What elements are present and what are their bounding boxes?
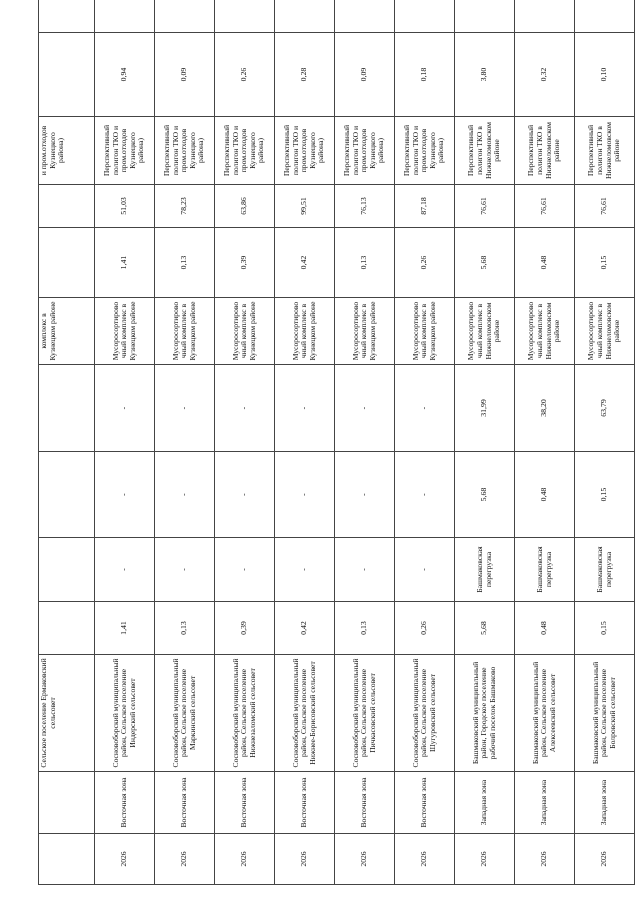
landfill-volume-cell: 0,09 bbox=[155, 33, 215, 117]
sorting-distance-cell: 78,23 bbox=[155, 185, 215, 228]
remainder-cell bbox=[155, 0, 215, 33]
table-row bbox=[455, 0, 515, 885]
zone-cell: Западная зона bbox=[575, 772, 635, 834]
transfer-station-cell: - bbox=[155, 538, 215, 602]
municipality-cell: Сосновоборский муниципальный район, Сельское поселение Шугуровский сельсовет bbox=[395, 655, 455, 772]
landfill-volume-cell: 0,09 bbox=[335, 33, 395, 117]
landfill-cell: Перспективный полигон ТКО и пром.отходов Кузнецкого района) bbox=[335, 117, 395, 185]
transfer-volume-cell: - bbox=[335, 452, 395, 538]
year-cell: 2026 bbox=[95, 834, 155, 885]
landfill-volume-cell bbox=[39, 33, 95, 117]
municipality-cell: Башмаковский муниципальный район, Сельское поселение Болровский сельсовет bbox=[575, 655, 635, 772]
sorting-complex-cell: Мусоросортировочный комплекс в Кузнецком районе bbox=[155, 298, 215, 365]
sorting-complex-cell: Мусоросортировочный комплекс в Нижнеломовском районе bbox=[575, 298, 635, 365]
sorting-volume-cell: 0,13 bbox=[335, 228, 395, 298]
transfer-volume-cell: - bbox=[275, 452, 335, 538]
volume-cell: 0,15 bbox=[575, 602, 635, 655]
transfer-distance-cell: 31,99 bbox=[455, 365, 515, 452]
transfer-volume-cell: 0,15 bbox=[575, 452, 635, 538]
sorting-distance-cell: 76,13 bbox=[335, 185, 395, 228]
volume-cell: 0,13 bbox=[335, 602, 395, 655]
year-cell: 2026 bbox=[395, 834, 455, 885]
sorting-volume-cell: 0,39 bbox=[215, 228, 275, 298]
remainder-cell bbox=[95, 0, 155, 33]
remainder-cell bbox=[575, 0, 635, 33]
municipality-cell: Сосновоборский муниципальный район, Сельское поселение Пичкасовский сельсовет bbox=[335, 655, 395, 772]
volume-cell: 0,48 bbox=[515, 602, 575, 655]
transfer-station-cell: - bbox=[215, 538, 275, 602]
zone-cell: Восточная зона bbox=[155, 772, 215, 834]
sorting-complex-cell: Мусоросортировочный комплекс в Кузнецком районе bbox=[275, 298, 335, 365]
landfill-volume-cell: 0,10 bbox=[575, 33, 635, 117]
zone-cell: Восточная зона bbox=[95, 772, 155, 834]
transfer-distance-cell: - bbox=[395, 365, 455, 452]
transfer-distance-cell: - bbox=[335, 365, 395, 452]
table-row bbox=[95, 0, 155, 885]
remainder-cell bbox=[515, 0, 575, 33]
transfer-distance-cell bbox=[39, 365, 95, 452]
transfer-station-cell: - bbox=[95, 538, 155, 602]
sorting-complex-cell: Мусоросортировочный комплекс в Нижнеломовском районе bbox=[455, 298, 515, 365]
table-row bbox=[575, 0, 635, 885]
year-cell: 2026 bbox=[335, 834, 395, 885]
sorting-distance-cell: 76,61 bbox=[575, 185, 635, 228]
sorting-complex-cell: Мусоросортировочный комплекс в Нижнеломовском районе bbox=[515, 298, 575, 365]
table-row bbox=[335, 0, 395, 885]
landfill-cell: Перспективный полигон ТКО и пром.отходов Кузнецкого района) bbox=[215, 117, 275, 185]
transfer-station-cell: Башмаковская перегрузка bbox=[575, 538, 635, 602]
landfill-volume-cell: 3,80 bbox=[455, 33, 515, 117]
landfill-cell: Перспективный полигон ТКО в Нижнеломовском районе bbox=[575, 117, 635, 185]
transfer-station-cell: - bbox=[335, 538, 395, 602]
municipality-cell: Сосновоборский муниципальный район, Сельское поселение Индерский сельсовет bbox=[95, 655, 155, 772]
table-row bbox=[395, 0, 455, 885]
remainder-cell bbox=[335, 0, 395, 33]
year-cell: 2026 bbox=[215, 834, 275, 885]
transfer-station-cell: Башмаковская перегрузка bbox=[515, 538, 575, 602]
sorting-distance-cell: 99,51 bbox=[275, 185, 335, 228]
year-cell: 2026 bbox=[455, 834, 515, 885]
sorting-complex-cell: Мусоросортировочный комплекс в Кузнецком районе bbox=[395, 298, 455, 365]
transfer-volume-cell: - bbox=[395, 452, 455, 538]
municipality-cell: Сосновоборский муниципальный район, Сельское поселение Маркинский сельсовет bbox=[155, 655, 215, 772]
transfer-distance-cell: - bbox=[215, 365, 275, 452]
transfer-distance-cell: 63,79 bbox=[575, 365, 635, 452]
landfill-cell: Перспективный полигон ТКО и пром.отходов Кузнецкого района) bbox=[155, 117, 215, 185]
table-row bbox=[39, 0, 95, 885]
landfill-cell: Перспективный полигон ТКО в Нижнеломовском районе bbox=[455, 117, 515, 185]
sorting-volume-cell: 1,41 bbox=[95, 228, 155, 298]
landfill-cell: Перспективный полигон ТКО и пром.отходов Кузнецкого района) bbox=[95, 117, 155, 185]
sorting-distance-cell: 76,61 bbox=[515, 185, 575, 228]
remainder-cell bbox=[395, 0, 455, 33]
volume-cell: 0,26 bbox=[395, 602, 455, 655]
table-row bbox=[155, 0, 215, 885]
zone-cell: Восточная зона bbox=[395, 772, 455, 834]
municipality-cell: Башмаковский муниципальный район, Сельское поселение Алексеевский сельсовет bbox=[515, 655, 575, 772]
transfer-volume-cell: - bbox=[155, 452, 215, 538]
year-cell: 2026 bbox=[155, 834, 215, 885]
municipality-cell: Сосновоборский муниципальный район, Сельское поселение Нижнезаломский сельсовет bbox=[215, 655, 275, 772]
remainder-cell bbox=[215, 0, 275, 33]
landfill-cell: Перспективный полигон ТКО в Нижнеломовском районе bbox=[515, 117, 575, 185]
sorting-distance-cell: 87,18 bbox=[395, 185, 455, 228]
year-cell: 2026 bbox=[575, 834, 635, 885]
zone-cell: Восточная зона bbox=[215, 772, 275, 834]
year-cell: 2026 bbox=[515, 834, 575, 885]
municipality-cell: Сельское поселение Ермаковский сельсовет bbox=[39, 655, 95, 772]
transfer-volume-cell bbox=[39, 452, 95, 538]
landfill-volume-cell: 0,18 bbox=[395, 33, 455, 117]
zone-cell bbox=[39, 772, 95, 834]
table-row bbox=[215, 0, 275, 885]
transfer-station-cell: - bbox=[275, 538, 335, 602]
transfer-volume-cell: 0,48 bbox=[515, 452, 575, 538]
transfer-station-cell: Башмаковская перегрузка bbox=[455, 538, 515, 602]
sorting-volume-cell: 0,26 bbox=[395, 228, 455, 298]
landfill-volume-cell: 0,94 bbox=[95, 33, 155, 117]
sorting-distance-cell: 51,03 bbox=[95, 185, 155, 228]
sorting-distance-cell: 63,86 bbox=[215, 185, 275, 228]
transfer-station-cell bbox=[39, 538, 95, 602]
zone-cell: Восточная зона bbox=[335, 772, 395, 834]
year-cell bbox=[39, 834, 95, 885]
sorting-volume-cell: 0,48 bbox=[515, 228, 575, 298]
sorting-complex-cell: Мусоросортировочный комплекс в Кузнецком районе bbox=[215, 298, 275, 365]
remainder-cell bbox=[275, 0, 335, 33]
volume-cell: 0,39 bbox=[215, 602, 275, 655]
transfer-distance-cell: 38,20 bbox=[515, 365, 575, 452]
remainder-cell bbox=[455, 0, 515, 33]
volume-cell bbox=[39, 602, 95, 655]
sorting-volume-cell bbox=[39, 228, 95, 298]
sorting-volume-cell: 0,15 bbox=[575, 228, 635, 298]
zone-cell: Восточная зона bbox=[275, 772, 335, 834]
sorting-complex-cell: комплекс в Кузнецком районе bbox=[39, 298, 95, 365]
landfill-cell: Перспективный полигон ТКО и пром.отходов Кузнецкого района) bbox=[395, 117, 455, 185]
table-body bbox=[39, 0, 635, 885]
sorting-volume-cell: 0,42 bbox=[275, 228, 335, 298]
landfill-cell: и пром.отходов Кузнецкого района) bbox=[39, 117, 95, 185]
sorting-volume-cell: 5,68 bbox=[455, 228, 515, 298]
remainder-cell bbox=[39, 0, 95, 33]
landfill-volume-cell: 0,26 bbox=[215, 33, 275, 117]
transfer-volume-cell: 5,68 bbox=[455, 452, 515, 538]
sorting-distance-cell bbox=[39, 185, 95, 228]
municipality-cell: Сосновоборский муниципальный район, Сельское поселение Нижнее-Борисовский сельсовет bbox=[275, 655, 335, 772]
landfill-volume-cell: 0,32 bbox=[515, 33, 575, 117]
landfill-volume-cell: 0,28 bbox=[275, 33, 335, 117]
zone-cell: Западная зона bbox=[515, 772, 575, 834]
table-row bbox=[275, 0, 335, 885]
volume-cell: 0,13 bbox=[155, 602, 215, 655]
transfer-distance-cell: - bbox=[155, 365, 215, 452]
sorting-distance-cell: 76,61 bbox=[455, 185, 515, 228]
transfer-station-cell: - bbox=[395, 538, 455, 602]
zone-cell: Западная зона bbox=[455, 772, 515, 834]
sorting-complex-cell: Мусоросортировочный комплекс в Кузнецком районе bbox=[335, 298, 395, 365]
transfer-volume-cell: - bbox=[95, 452, 155, 538]
transfer-volume-cell: - bbox=[215, 452, 275, 538]
waste-flow-table bbox=[38, 0, 635, 885]
volume-cell: 0,42 bbox=[275, 602, 335, 655]
volume-cell: 1,41 bbox=[95, 602, 155, 655]
municipality-cell: Башмаковский муниципальный район, Городское поселение рабочий поселок Башмаково bbox=[455, 655, 515, 772]
year-cell: 2026 bbox=[275, 834, 335, 885]
transfer-distance-cell: - bbox=[275, 365, 335, 452]
landfill-cell: Перспективный полигон ТКО и пром.отходов Кузнецкого района) bbox=[275, 117, 335, 185]
volume-cell: 5,68 bbox=[455, 602, 515, 655]
transfer-distance-cell: - bbox=[95, 365, 155, 452]
sorting-complex-cell: Мусоросортировочный комплекс в Кузнецком районе bbox=[95, 298, 155, 365]
table-row bbox=[515, 0, 575, 885]
sorting-volume-cell: 0,13 bbox=[155, 228, 215, 298]
